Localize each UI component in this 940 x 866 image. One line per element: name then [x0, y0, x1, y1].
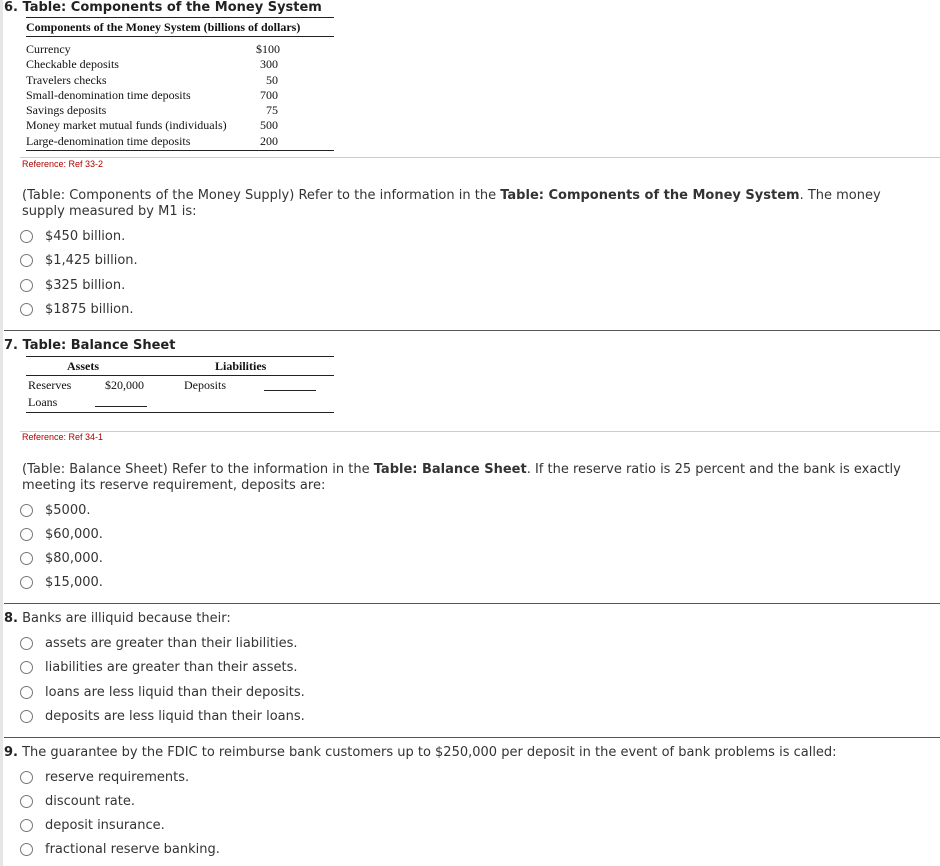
loans-blank	[95, 406, 147, 407]
row-value: 500	[260, 118, 278, 133]
question-6-title: 6. Table: Components of the Money System	[4, 0, 322, 15]
row-value: 50	[266, 72, 278, 87]
reserves-label: Reserves	[28, 378, 72, 392]
row-label: Travelers checks	[26, 72, 107, 87]
liabilities-header: Liabilities	[215, 359, 267, 373]
radio-button[interactable]	[20, 771, 33, 784]
radio-button[interactable]	[20, 528, 33, 541]
header-rule	[26, 375, 334, 376]
table-row	[26, 42, 334, 57]
question-divider	[4, 737, 940, 738]
table-row	[26, 73, 334, 88]
question-text: (Table: Components of the Money Supply) Refer to the information in the	[22, 188, 501, 203]
deposits-blank	[264, 390, 316, 391]
row-label: Currency	[26, 42, 71, 56]
option-label: $325 billion.	[45, 277, 126, 293]
row-label: Checkable deposits	[26, 57, 119, 72]
answer-option[interactable]	[20, 500, 91, 520]
option-label: $1875 billion.	[45, 301, 134, 317]
question-text: (Table: Balance Sheet) Refer to the information in the	[22, 462, 374, 477]
question-text: . If the reserve ratio is 25 percent and the bank is exactly meeting its reserve requirement, deposits are:	[22, 462, 901, 493]
option-label: $60,000.	[45, 526, 103, 542]
question-text: Banks are illiquid because their:	[17, 611, 231, 626]
radio-button[interactable]	[20, 795, 33, 808]
radio-button[interactable]	[20, 819, 33, 832]
radio-button[interactable]	[20, 552, 33, 565]
answer-option[interactable]	[20, 791, 135, 811]
option-label: discount rate.	[45, 793, 135, 809]
row-value: $100	[256, 42, 280, 56]
answer-option[interactable]	[20, 299, 134, 319]
question-7-text	[22, 462, 938, 494]
answer-option[interactable]	[20, 548, 103, 568]
question-6-text	[22, 188, 902, 220]
answer-option[interactable]	[20, 275, 125, 295]
option-label: $80,000.	[45, 550, 103, 566]
question-9-text	[4, 745, 837, 761]
radio-button[interactable]	[20, 637, 33, 650]
radio-button[interactable]	[20, 661, 33, 674]
radio-button[interactable]	[20, 686, 33, 699]
money-system-table	[26, 17, 334, 151]
question-bold-text: Table: Components of the Money System	[500, 188, 800, 203]
answer-option[interactable]	[20, 657, 298, 677]
row-value: 200	[260, 133, 278, 148]
answer-option[interactable]	[20, 839, 220, 859]
question-bold-text: Table: Balance Sheet	[373, 462, 527, 477]
radio-button[interactable]	[20, 303, 33, 316]
answer-option[interactable]	[20, 706, 305, 726]
deposits-label: Deposits	[184, 378, 226, 392]
left-frame-border	[0, 0, 3, 866]
reserves-value: $20,000	[105, 378, 144, 392]
answer-option[interactable]	[20, 815, 165, 835]
radio-button[interactable]	[20, 254, 33, 267]
row-value: 700	[260, 87, 278, 102]
option-label: deposit insurance.	[45, 817, 165, 833]
option-label: assets are greater than their liabilities.	[45, 635, 298, 651]
table-row	[26, 103, 334, 118]
answer-option[interactable]	[20, 682, 305, 702]
option-label: $5000.	[45, 502, 91, 518]
table-caption: Components of the Money System (billions of dollars)	[26, 17, 334, 37]
row-value: 75	[266, 103, 278, 118]
option-label: deposits are less liquid than their loans.	[45, 708, 305, 724]
question-8-text	[4, 611, 231, 627]
reference-label: Reference: Ref 33-2	[22, 159, 104, 169]
radio-button[interactable]	[20, 230, 33, 243]
question-divider	[4, 330, 940, 331]
question-text: . The money supply measured by M1 is:	[22, 188, 881, 219]
table-row	[26, 57, 334, 72]
table-row	[26, 118, 334, 133]
row-label: Large-denomination time deposits	[26, 133, 191, 148]
table-top-rule	[26, 356, 334, 357]
table-row	[26, 134, 334, 149]
answer-option[interactable]	[20, 633, 298, 653]
radio-button[interactable]	[20, 504, 33, 517]
reference-divider	[20, 431, 940, 432]
option-label: $15,000.	[45, 574, 103, 590]
question-7-title: 7. Table: Balance Sheet	[4, 338, 176, 353]
answer-option[interactable]	[20, 767, 189, 787]
question-number: 8.	[4, 611, 18, 626]
table-row	[26, 88, 334, 103]
answer-option[interactable]	[20, 524, 103, 544]
question-divider	[4, 603, 940, 604]
option-label: fractional reserve banking.	[45, 841, 220, 857]
answer-option[interactable]	[20, 226, 125, 246]
reference-divider	[20, 157, 940, 158]
table-bottom-rule	[26, 412, 334, 413]
row-label: Small-denomination time deposits	[26, 87, 191, 102]
assets-header: Assets	[67, 359, 99, 373]
question-number: 9.	[4, 745, 18, 760]
option-label: $1,425 billion.	[45, 252, 138, 268]
row-label: Money market mutual funds (individuals)	[26, 118, 227, 133]
radio-button[interactable]	[20, 710, 33, 723]
reference-label: Reference: Ref 34-1	[22, 432, 104, 442]
answer-option[interactable]	[20, 572, 103, 592]
option-label: liabilities are greater than their assets.	[45, 659, 298, 675]
table-bottom-rule	[26, 150, 334, 151]
radio-button[interactable]	[20, 843, 33, 856]
question-text: The guarantee by the FDIC to reimburse bank customers up to $250,000 per deposit in the event of bank problems is called:	[17, 745, 837, 760]
radio-button[interactable]	[20, 279, 33, 292]
row-value: 300	[260, 57, 278, 72]
option-label: $450 billion.	[45, 228, 126, 244]
answer-option[interactable]	[20, 250, 138, 270]
row-label: Savings deposits	[26, 103, 107, 118]
option-label: loans are less liquid than their deposits.	[45, 684, 305, 700]
loans-label: Loans	[28, 395, 58, 409]
option-label: reserve requirements.	[45, 769, 190, 785]
radio-button[interactable]	[20, 576, 33, 589]
